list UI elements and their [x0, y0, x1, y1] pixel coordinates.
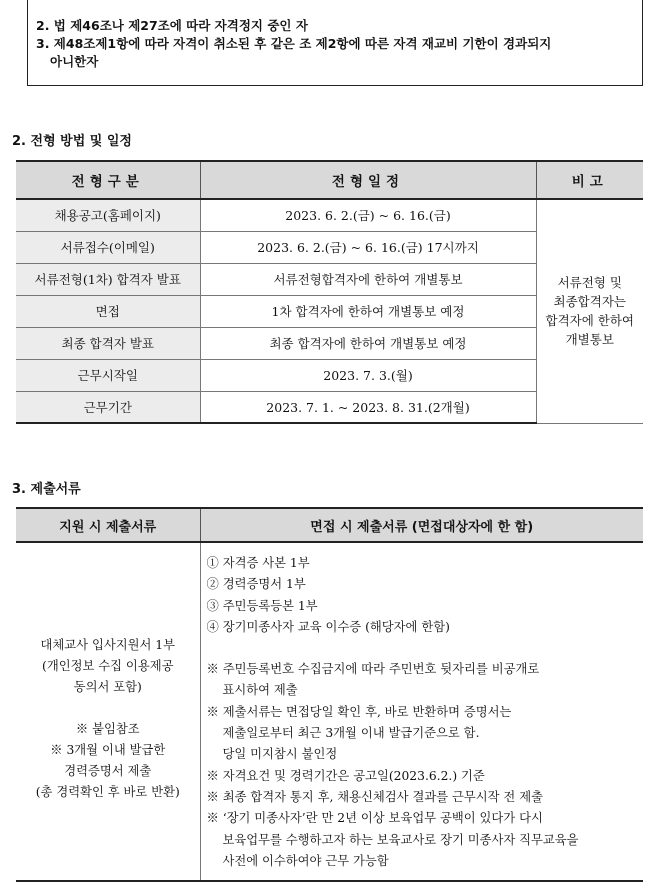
row-schedule: 서류전형합격자에 한하여 개별통보 — [200, 263, 536, 295]
row-category: 채용공고(홈페이지) — [16, 199, 200, 231]
interview-note-line: 당일 미지참시 불인정 — [222, 747, 338, 762]
application-note-line: ※ 붙임참조 — [75, 721, 140, 736]
interview-doc-item: ③ 주민등록등본 1부 — [206, 598, 318, 613]
note-line: 최종합격자는 — [553, 294, 626, 310]
row-schedule: 2023. 6. 2.(금) ~ 6. 16.(금) 17시까지 — [200, 231, 536, 263]
documents-header-row — [16, 508, 643, 542]
interview-docs-cell — [200, 542, 643, 881]
interview-note-line: ※ 자격요건 및 경력기간은 공고일(2023.6.2.) 기준 — [206, 768, 485, 783]
row-schedule: 2023. 6. 2.(금) ~ 6. 16.(금) — [200, 199, 536, 231]
interview-note-line: ※ 제출서류는 면접당일 확인 후, 바로 반환하며 증명서는 — [206, 704, 512, 719]
row-category: 면접 — [16, 295, 200, 327]
note-line: 서류전형 및 — [557, 275, 622, 291]
application-doc-line: (개인정보 수집 이용제공 — [42, 658, 174, 673]
interview-note-line: 보육업무를 수행하고자 하는 보육교사로 장기 미종사자 직무교육을 — [222, 832, 579, 847]
eligibility-item-2: 2. 법 제46조나 제27조에 따라 자격정지 중인 자 — [36, 18, 308, 33]
interview-doc-item: ④ 장기미종사자 교육 이수증 (해당자에 한함) — [206, 619, 450, 634]
table-row — [16, 542, 643, 881]
application-note-line: 경력증명서 제출 — [64, 763, 152, 778]
note-line: 개별통보 — [565, 332, 614, 348]
documents-table — [16, 507, 643, 882]
application-note-line: (총 경력확인 후 바로 반환) — [35, 784, 180, 799]
row-category: 서류접수(이메일) — [16, 231, 200, 263]
application-note-line: ※ 3개월 이내 발급한 — [50, 742, 166, 757]
header-interview-docs: 면접 시 제출서류 (면접대상자에 한 함) — [200, 508, 643, 542]
interview-note-line: ※ ‘장기 미종사자’란 만 2년 이상 보육업무 공백이 있다가 다시 — [206, 811, 543, 826]
section-title-selection: 2. 전형 방법 및 일정 — [12, 134, 132, 149]
interview-note-line: ※ 최종 합격자 통지 후, 채용신체검사 결과를 근무시작 전 제출 — [206, 789, 543, 804]
header-schedule: 전형일정 — [200, 161, 536, 199]
interview-doc-item: ② 경력증명서 1부 — [206, 577, 306, 592]
note-cell — [536, 199, 643, 423]
interview-note-line: ※ 주민등록번호 수집금지에 따라 주민번호 뒷자리를 비공개로 — [206, 662, 540, 677]
interview-doc-item: ① 자격증 사본 1부 — [206, 556, 310, 570]
application-docs-cell — [16, 542, 200, 881]
application-doc-line: 대체교사 입사지원서 1부 — [40, 637, 175, 652]
header-category: 전형구분 — [16, 161, 200, 199]
note-line: 합격자에 한하여 — [545, 313, 634, 329]
row-category: 근무시작일 — [16, 359, 200, 391]
header-note: 비고 — [536, 161, 643, 199]
interview-note-line: 사전에 이수하여야 근무 가능함 — [222, 853, 389, 868]
row-schedule: 2023. 7. 3.(월) — [200, 359, 536, 391]
row-category: 근무기간 — [16, 391, 200, 423]
interview-note-line: 표시하여 제출 — [222, 683, 298, 698]
eligibility-box — [27, 0, 643, 86]
eligibility-item-3: 3. 제48조제1항에 따라 자격이 취소된 후 같은 조 제2항에 따른 자격 재교비 기한이 경과되지 — [36, 36, 552, 51]
schedule-table — [16, 160, 643, 424]
header-application-docs: 지원 시 제출서류 — [16, 508, 200, 542]
row-schedule: 최종 합격자에 한하여 개별통보 예정 — [200, 327, 536, 359]
application-doc-line: 동의서 포함) — [73, 679, 142, 694]
row-category: 서류전형(1차) 합격자 발표 — [16, 263, 200, 295]
table-row — [16, 199, 643, 231]
section-title-documents: 3. 제출서류 — [12, 482, 81, 497]
interview-note-line: 제출일로부터 최근 3개월 이내 발급기준으로 함. — [222, 726, 480, 741]
schedule-header-row — [16, 161, 643, 199]
eligibility-item-3-cont: 아니한자 — [50, 54, 99, 69]
row-schedule: 1차 합격자에 한하여 개별통보 예정 — [200, 295, 536, 327]
row-schedule: 2023. 7. 1. ~ 2023. 8. 31.(2개월) — [200, 391, 536, 423]
row-category: 최종 합격자 발표 — [16, 327, 200, 359]
